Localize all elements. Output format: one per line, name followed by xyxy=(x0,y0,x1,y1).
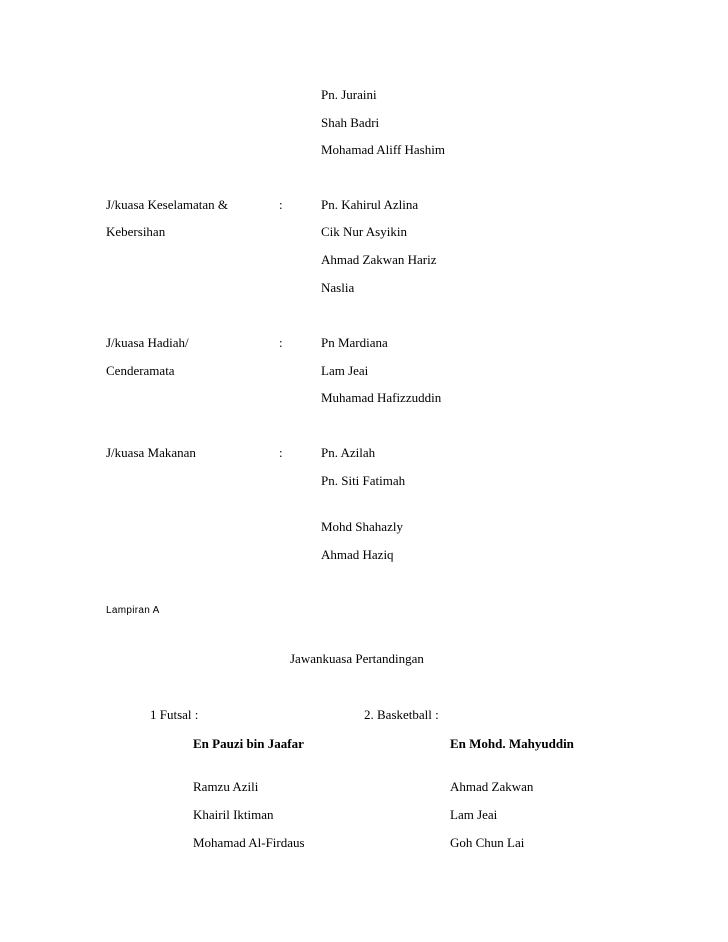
member-name: Khairil Iktiman xyxy=(193,807,274,822)
member-name: Mohd Shahazly xyxy=(321,519,403,534)
committee-label: J/kuasa Hadiah/ xyxy=(106,335,189,350)
appendix-title: Jawankuasa Pertandingan xyxy=(290,651,424,666)
appendix-label: Lampiran A xyxy=(106,605,160,616)
sport-heading: 1 Futsal : xyxy=(150,707,199,722)
sport-heading: 2. Basketball : xyxy=(364,707,439,722)
member-name: Ramzu Azili xyxy=(193,779,259,794)
member-name: Lam Jeai xyxy=(321,363,369,378)
colon-separator: : xyxy=(279,445,283,460)
member-name: Ahmad Haziq xyxy=(321,547,394,562)
committee-label: J/kuasa Makanan xyxy=(106,445,196,460)
member-name: Ahmad Zakwan Hariz xyxy=(321,252,437,267)
member-name: Pn. Juraini xyxy=(321,87,377,102)
member-name: Pn Mardiana xyxy=(321,335,388,350)
member-name: Pn. Siti Fatimah xyxy=(321,473,406,488)
member-name: Ahmad Zakwan xyxy=(450,779,534,794)
sport-leader: En Mohd. Mahyuddin xyxy=(450,736,574,751)
committee-label: J/kuasa Keselamatan & xyxy=(106,197,229,212)
member-name: Cik Nur Asyikin xyxy=(321,224,407,239)
member-name: Muhamad Hafizzuddin xyxy=(321,390,442,405)
member-name: Goh Chun Lai xyxy=(450,835,525,850)
member-name: Pn. Kahirul Azlina xyxy=(321,197,419,212)
committee-label: Cenderamata xyxy=(106,363,175,378)
sport-leader: En Pauzi bin Jaafar xyxy=(193,736,304,751)
member-name: Naslia xyxy=(321,280,355,295)
member-name: Mohamad Aliff Hashim xyxy=(321,142,445,157)
member-name: Shah Badri xyxy=(321,115,380,130)
colon-separator: : xyxy=(279,335,283,350)
member-name: Pn. Azilah xyxy=(321,445,376,460)
colon-separator: : xyxy=(279,197,283,212)
member-name: Lam Jeai xyxy=(450,807,498,822)
committee-label: Kebersihan xyxy=(106,224,166,239)
member-name: Mohamad Al-Firdaus xyxy=(193,835,305,850)
